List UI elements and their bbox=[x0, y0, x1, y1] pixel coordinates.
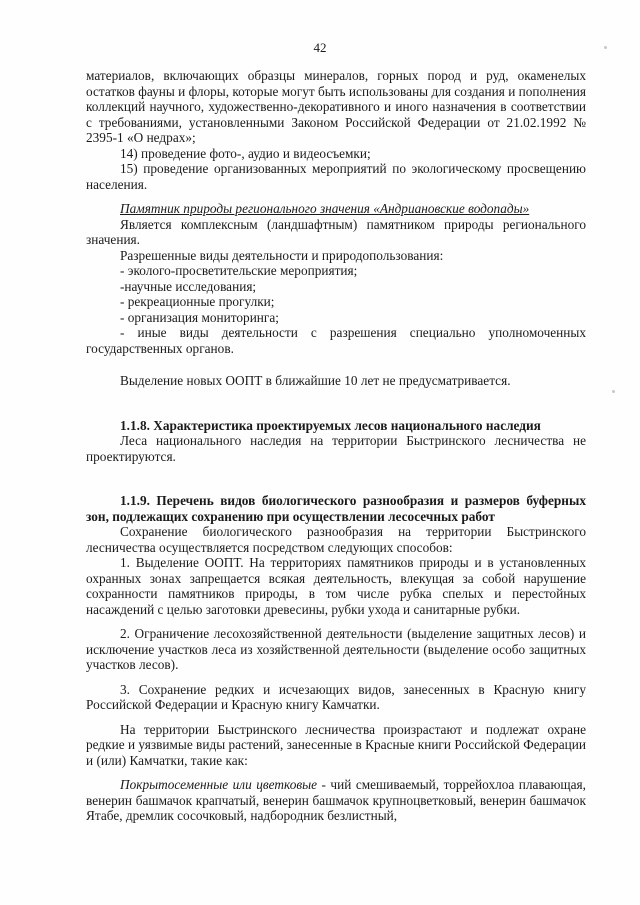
section-heading-1-1-9: 1.1.9. Перечень видов биологического разнообразия и размеров буферных зон, подлежащих сохранению при осуществлении лесосечных работ bbox=[86, 493, 586, 524]
paragraph-heritage-forests: Леса национального наследия на территории Быстринского лесничества не проектируются. bbox=[86, 433, 586, 464]
paragraph-item-14: 14) проведение фото-, аудио и видеосъемки; bbox=[120, 145, 371, 161]
paragraph-angiosperms bbox=[86, 777, 586, 824]
paragraph-allowed-activities: Разрешенные виды деятельности и природопользования: bbox=[120, 247, 444, 263]
page-number: 42 bbox=[313, 40, 327, 55]
list-item: - организация мониторинга; bbox=[120, 309, 279, 325]
list-item: - рекреационные прогулки; bbox=[120, 294, 275, 309]
list-item: - иные виды деятельности с разрешения специально уполномоченных государственных органов. bbox=[86, 325, 586, 356]
paragraph-item-15: 15) проведение организованных мероприятий по экологическому просвещению населения. bbox=[86, 161, 586, 192]
paragraph-rare-species: На территории Быстринского лесничества произрастают и подлежат охране редкие и уязвимые виды растений, занесенные в Красные книги Российской Федерации и (или) Камчатки, такие как: bbox=[86, 721, 586, 768]
scan-speck bbox=[612, 390, 615, 393]
paragraph-new-oopt: Выделение новых ООПТ в ближайшие 10 лет не предусматривается. bbox=[120, 373, 511, 388]
angiosperms-species: - чий смешиваемый, торрейохлоа плавающая, венерин башмачок крапчатый, венерин башмачок крупноцветковый, венерин башмачок Ятабе, дремлик сосочковый, надбородник безлистный, bbox=[86, 777, 586, 823]
monument-title: Памятник природы регионального значения «Андриановские водопады» bbox=[120, 201, 530, 216]
scan-speck bbox=[604, 46, 607, 49]
paragraph-monument-type: Является комплексным (ландшафтным) памятником природы регионального значения. bbox=[86, 216, 586, 247]
section-heading-1-1-8: 1.1.8. Характеристика проектируемых лесов национального наследия bbox=[120, 417, 541, 433]
list-item: -научные исследования; bbox=[120, 278, 257, 294]
paragraph-method-3: 3. Сохранение редких и исчезающих видов, занесенных в Красную книгу Российской Федерации и Красную книгу Камчатки. bbox=[86, 681, 586, 712]
paragraph-minerals: материалов, включающих образцы минералов, горных пород и руд, окаменелых остатков фауны и флоры, которые могут быть использованы для создания и пополнения коллекций научного, художественно-декоративного и иного назначения в соответствии с требованиями, установленными Законом Российской Федерации от 21.02.1992 № 2395-1 «О недрах»; bbox=[86, 68, 586, 145]
paragraph-method-2: 2. Ограничение лесохозяйственной деятельности (выделение защитных лесов) и исключение участков леса из хозяйственной деятельности (выделение особо защитных участков лесов). bbox=[86, 626, 586, 672]
paragraph-method-1: 1. Выделение ООПТ. На территориях памятников природы и в установленных охранных зонах запрещается всякая деятельность, влекущая за собой нарушение сохранности памятников природы, в том числе рубка спелых и перестойных насаждений с целью заготовки древесины, рубки ухода и санитарные рубки. bbox=[86, 555, 586, 617]
list-item: - эколого-просветительские мероприятия; bbox=[120, 263, 358, 278]
paragraph-biodiversity-methods: Сохранение биологического разнообразия на территории Быстринского лесничества осуществляется посредством следующих способов: bbox=[86, 524, 586, 555]
angiosperms-label: Покрытосеменные или цветковые bbox=[120, 777, 318, 792]
document-body bbox=[86, 68, 586, 824]
